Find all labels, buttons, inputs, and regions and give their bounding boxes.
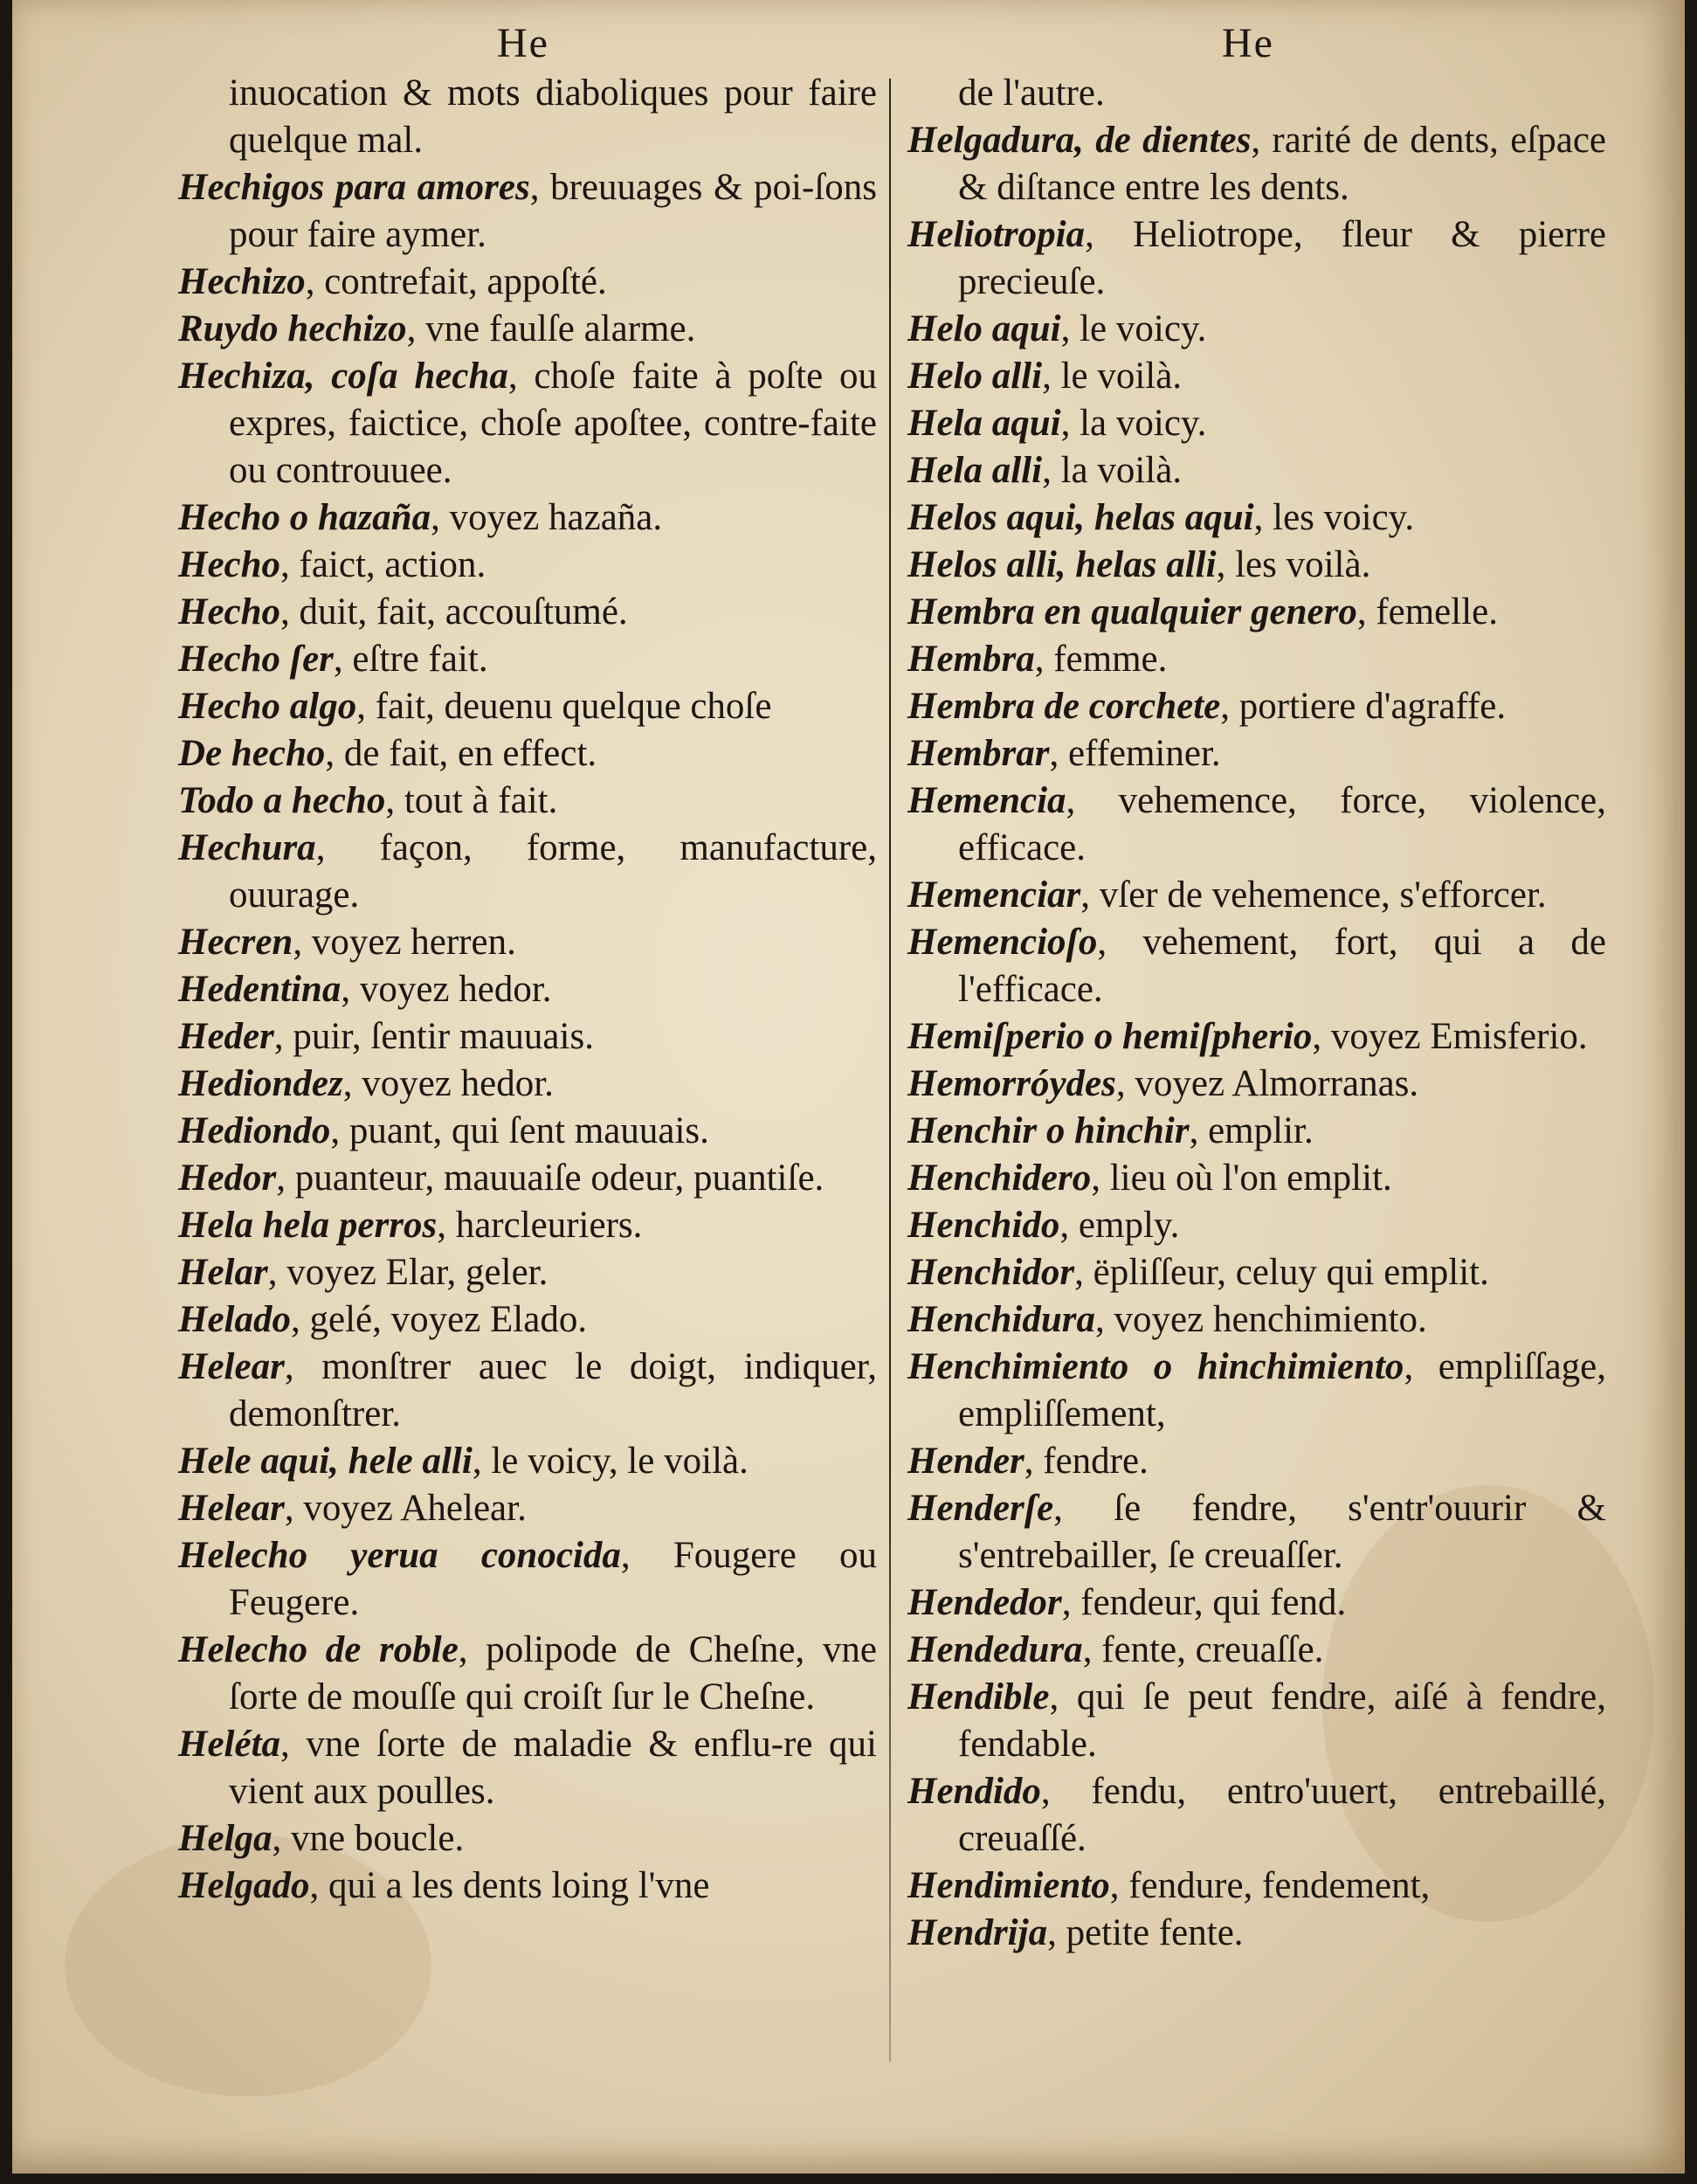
entry-separator: , [325, 733, 335, 774]
entry-definition: puant, qui ſent mauuais. [348, 1110, 709, 1151]
entry-separator: , [1049, 733, 1059, 774]
dictionary-entry [178, 494, 877, 542]
entry-definition: vſer de vehemence, s'efforcer. [1099, 874, 1547, 916]
entry-definition: la voilà. [1060, 450, 1183, 491]
entry-definition: inuocation & mots diaboliques pour faire quelque mal. [229, 73, 877, 161]
dictionary-entry [178, 636, 877, 683]
entry-headword: Helecho yerua conocida [178, 1535, 621, 1576]
dictionary-entry [907, 683, 1606, 730]
entry-separator: , [290, 1299, 300, 1340]
dictionary-entry [907, 1061, 1606, 1108]
entry-definition: voyez Elar, geler. [286, 1252, 548, 1293]
entry-definition: puanteur, mauuaiſe odeur, puantiſe. [294, 1158, 824, 1199]
dictionary-entry [178, 1438, 877, 1485]
entry-definition: le voicy, le voilà. [491, 1441, 748, 1482]
dictionary-entry [907, 1768, 1606, 1863]
entry-definition: ëpliſſeur, celuy qui emplit. [1093, 1252, 1489, 1293]
entry-definition: Fougere ou Feugere. [229, 1535, 878, 1623]
entry-definition: fendeur, qui fend. [1080, 1582, 1347, 1623]
running-head-left: He [497, 20, 549, 66]
dictionary-entry [178, 1627, 877, 1721]
dictionary-entry [178, 542, 877, 589]
entry-separator: , [284, 1346, 294, 1387]
entry-definition: façon, forme, manufacture, ouurage. [229, 827, 877, 916]
entry-separator: , [1080, 874, 1090, 916]
entry-separator: , [1040, 1771, 1051, 1812]
entry-separator: , [1034, 639, 1045, 680]
entry-headword: Helar [178, 1252, 268, 1293]
entry-headword: Heliotropia [907, 214, 1086, 255]
dictionary-entry [907, 353, 1606, 400]
dictionary-entry [907, 872, 1606, 919]
entry-definition: effeminer. [1067, 733, 1221, 774]
entry-separator: , [1253, 497, 1264, 538]
entry-definition: femelle. [1376, 591, 1498, 632]
dictionary-entry [907, 494, 1606, 542]
entry-definition: gelé, voyez Elado. [309, 1299, 588, 1340]
entry-separator: , [529, 167, 540, 208]
entry-separator: , [1066, 780, 1076, 821]
entry-definition: voyez henchimiento. [1114, 1299, 1427, 1340]
entry-headword: Ruydo hechizo [178, 308, 407, 349]
entry-headword: Hender [907, 1441, 1024, 1482]
dictionary-entry [907, 589, 1606, 636]
entry-headword: Hembrar [907, 733, 1050, 774]
entry-definition: voyez herren. [311, 922, 516, 963]
entry-headword: Todo a hecho [178, 780, 386, 821]
dictionary-entry [178, 778, 877, 825]
entry-separator: , [437, 1205, 446, 1246]
entry-definition: breuuages & poi-ſons pour faire aymer. [229, 167, 878, 255]
entry-definition: femme. [1053, 639, 1168, 680]
dictionary-entry [178, 919, 877, 966]
dictionary-entry [907, 778, 1606, 872]
dictionary-entry [178, 683, 877, 730]
entry-headword: Heléta [178, 1724, 281, 1765]
entry-definition: vehemence, force, violence, efficace. [958, 780, 1607, 868]
dictionary-entry [178, 1202, 877, 1249]
entry-headword: Hedentina [178, 969, 341, 1010]
entry-headword: Hecho [178, 591, 281, 632]
entry-definition: de fait, en effect. [343, 733, 597, 774]
dictionary-entry [178, 1155, 877, 1202]
entry-separator: , [305, 261, 315, 302]
entry-headword: Helos aqui, helas aqui [907, 497, 1254, 538]
dictionary-page [12, 0, 1685, 2174]
dictionary-entry [178, 306, 877, 353]
entry-definition: duit, fait, accouſtumé. [299, 591, 628, 632]
entry-headword: Hela hela perros [178, 1205, 438, 1246]
dictionary-entry [178, 1532, 877, 1627]
dictionary-entry [907, 1296, 1606, 1344]
entry-definition: tout à fait. [404, 780, 558, 821]
entry-headword: Hendrija [907, 1912, 1048, 1953]
entry-definition: qui a les dents loing l'vne [328, 1865, 710, 1906]
entry-separator: , [1085, 214, 1094, 255]
entry-definition: voyez hedor. [362, 1063, 554, 1104]
entry-headword: Hechizo [178, 261, 306, 302]
entry-separator: , [1060, 403, 1071, 444]
entry-separator: , [1047, 1912, 1057, 1953]
entry-definition: voyez Ahelear. [303, 1488, 527, 1529]
entry-separator: , [280, 1724, 290, 1765]
entry-separator: , [1060, 308, 1071, 349]
entry-separator: , [1356, 591, 1367, 632]
dictionary-entry [907, 1910, 1606, 1957]
entry-separator: , [1109, 1865, 1120, 1906]
entry-headword: Hendible [907, 1676, 1050, 1717]
entry-separator: , [1042, 450, 1052, 491]
dictionary-entry [178, 589, 877, 636]
dictionary-entry [178, 164, 877, 259]
dictionary-entry [907, 306, 1606, 353]
entry-separator: , [280, 544, 290, 585]
dictionary-entry [907, 542, 1606, 589]
entry-headword: Hechigos para amores [178, 167, 530, 208]
entry-headword: Hemencioſo [907, 922, 1098, 963]
dictionary-entry [178, 1863, 877, 1910]
dictionary-entry [178, 1721, 877, 1815]
entry-headword: Hendedura [907, 1629, 1083, 1670]
entry-separator: , [406, 308, 417, 349]
entry-headword: Hecho o hazaña [178, 497, 431, 538]
dictionary-entry [907, 70, 1606, 117]
entry-definition: emply. [1078, 1205, 1180, 1246]
entry-headword: Helga [178, 1818, 272, 1859]
entry-headword: Henchir o hinchir [907, 1110, 1190, 1151]
entry-headword: Helo alli [907, 356, 1043, 397]
entry-definition: le voicy. [1080, 308, 1207, 349]
entry-definition: choſe faite à poſte ou expres, faictice, choſe apoſtee, contre-faite ou controuuee. [229, 356, 877, 491]
entry-separator: , [315, 827, 326, 868]
entry-headword: Henchido [907, 1205, 1060, 1246]
entry-headword: Hembra de corchete [907, 686, 1221, 727]
entry-headword: Hembra en qualquier genero [907, 591, 1357, 632]
entry-headword: Hembra [907, 639, 1035, 680]
dictionary-entry [907, 1627, 1606, 1674]
dictionary-entry [907, 636, 1606, 683]
dictionary-entry [907, 211, 1606, 306]
dictionary-entry [178, 259, 877, 306]
entry-headword: Hendido [907, 1771, 1041, 1812]
dictionary-entry [907, 1579, 1606, 1627]
dictionary-entry [178, 1013, 877, 1061]
entry-separator: , [1312, 1016, 1322, 1057]
entry-headword: Helo aqui [907, 308, 1061, 349]
entry-headword: Henchidura [907, 1299, 1096, 1340]
entry-separator: , [273, 1016, 284, 1057]
entry-headword: Hela aqui [907, 403, 1061, 444]
dictionary-entry [178, 730, 877, 778]
entry-definition: vne boucle. [290, 1818, 465, 1859]
entry-separator: , [284, 1488, 294, 1529]
entry-headword: Helgado [178, 1865, 310, 1906]
entry-separator: , [330, 1110, 341, 1151]
entry-headword: Helos alli, helas alli [907, 544, 1217, 585]
entry-headword: Helear [178, 1346, 285, 1387]
entry-separator: , [276, 1158, 286, 1199]
entry-definition: Heliotrope, fleur & pierre precieuſe. [958, 214, 1606, 302]
entry-separator: , [507, 356, 518, 397]
dictionary-entry [907, 1438, 1606, 1485]
entry-separator: , [1074, 1252, 1084, 1293]
entry-separator: , [620, 1535, 631, 1576]
entry-definition: de l'autre. [958, 73, 1105, 114]
dictionary-entry [178, 1249, 877, 1296]
entry-headword: Henchimiento o hinchimiento [907, 1346, 1404, 1387]
entry-headword: Hediondo [178, 1110, 331, 1151]
entry-headword: Helear [178, 1488, 285, 1529]
entry-separator: , [341, 969, 351, 1010]
entry-separator: , [356, 686, 366, 727]
entry-definition: harcleuriers. [455, 1205, 643, 1246]
dictionary-entry [907, 1344, 1606, 1438]
entry-headword: Hecho ſer [178, 639, 334, 680]
entry-definition: ſe fendre, s'entr'ouurir & s'entrebailler, ſe creuaſſer. [958, 1488, 1606, 1576]
dictionary-entry [178, 966, 877, 1013]
entry-separator: , [293, 922, 303, 963]
entry-headword: Heder [178, 1016, 274, 1057]
left-column [178, 70, 877, 1910]
entry-definition: voyez Almorranas. [1135, 1063, 1419, 1104]
dictionary-entry [907, 117, 1606, 211]
entry-separator: , [1091, 1158, 1100, 1199]
entry-headword: Hendimiento [907, 1865, 1110, 1906]
entry-definition: eſtre fait. [352, 639, 488, 680]
entry-headword: Henchidor [907, 1252, 1075, 1293]
column-rule [889, 79, 891, 2062]
entry-headword: Hecho [178, 544, 281, 585]
dictionary-entry [178, 1815, 877, 1863]
entry-headword: De hecho [178, 733, 326, 774]
dictionary-entry [178, 825, 877, 919]
entry-definition: fendre. [1043, 1441, 1149, 1482]
entry-definition: fente, creuaſſe. [1101, 1629, 1324, 1670]
entry-definition: vne faulſe alarme. [425, 308, 696, 349]
entry-headword: Hela alli [907, 450, 1043, 491]
entry-definition: fendure, fendement, [1128, 1865, 1431, 1906]
dictionary-entry [178, 353, 877, 494]
dictionary-entry [907, 1249, 1606, 1296]
entry-headword: Hemenciar [907, 874, 1081, 916]
entry-separator: , [267, 1252, 278, 1293]
entry-headword: Hele aqui, hele alli [178, 1441, 473, 1482]
entry-separator: , [472, 1441, 482, 1482]
entry-headword: Hechura [178, 827, 316, 868]
entry-definition: contrefait, appoſté. [324, 261, 607, 302]
entry-headword: Hediondez [178, 1063, 343, 1104]
entry-headword: Hemorróydes [907, 1063, 1116, 1104]
entry-definition: vehement, fort, qui a de l'efficace. [958, 922, 1606, 1010]
dictionary-entry [178, 70, 877, 164]
entry-headword: Helecho de roble [178, 1629, 459, 1670]
entry-headword: Hecren [178, 922, 293, 963]
entry-definition: polipode de Cheſne, vne ſorte de mouſſe qui croiſt ſur le Cheſne. [229, 1629, 877, 1717]
entry-definition: voyez Emisferio. [1330, 1016, 1588, 1057]
entry-separator: , [1061, 1582, 1072, 1623]
entry-separator: , [309, 1865, 320, 1906]
dictionary-entry [907, 1013, 1606, 1061]
entry-separator: , [431, 497, 440, 538]
entry-definition: voyez hedor. [359, 969, 552, 1010]
entry-definition: lieu où l'on emplit. [1109, 1158, 1392, 1199]
entry-definition: les voicy. [1273, 497, 1415, 538]
dictionary-entry [907, 1202, 1606, 1249]
entry-headword: Henchidero [907, 1158, 1092, 1199]
dictionary-entry [907, 1674, 1606, 1768]
entry-definition: puir, ſentir mauuais. [293, 1016, 594, 1057]
entry-headword: Hedor [178, 1158, 277, 1199]
entry-headword: Hendedor [907, 1582, 1062, 1623]
entry-separator: , [1082, 1629, 1093, 1670]
entry-separator: , [280, 591, 290, 632]
entry-definition: voyez hazaña. [449, 497, 663, 538]
entry-separator: , [342, 1063, 353, 1104]
dictionary-entry [907, 1155, 1606, 1202]
entry-definition: empliſſage, empliſſement, [958, 1346, 1607, 1434]
right-column [907, 70, 1606, 1957]
entry-definition: les voilà. [1235, 544, 1371, 585]
dictionary-entry [178, 1485, 877, 1532]
dictionary-entry [178, 1108, 877, 1155]
dictionary-entry [178, 1061, 877, 1108]
entry-separator: , [1216, 544, 1226, 585]
entry-headword: Hecho algo [178, 686, 357, 727]
entry-separator: , [1042, 356, 1052, 397]
dictionary-entry [907, 730, 1606, 778]
entry-definition: vne ſorte de maladie & enflu-re qui vient aux poulles. [229, 1724, 877, 1812]
entry-separator: , [1115, 1063, 1126, 1104]
entry-separator: , [333, 639, 343, 680]
entry-separator: , [1404, 1346, 1414, 1387]
entry-definition: monſtrer auec le doigt, indiquer, demonſtrer. [229, 1346, 877, 1434]
entry-definition: fendu, entro'uuert, entrebaillé, creuaſſé. [958, 1771, 1606, 1859]
entry-definition: le voilà. [1060, 356, 1183, 397]
entry-definition: faict, action. [299, 544, 486, 585]
dictionary-entry [907, 400, 1606, 447]
entry-separator: , [1251, 120, 1261, 161]
entry-separator: , [458, 1629, 468, 1670]
entry-separator: , [1049, 1676, 1059, 1717]
entry-headword: Hemencia [907, 780, 1066, 821]
dictionary-entry [907, 447, 1606, 494]
dictionary-entry [907, 1485, 1606, 1579]
entry-separator: , [1024, 1441, 1034, 1482]
entry-separator: , [272, 1818, 282, 1859]
entry-definition: fait, deuenu quelque choſe [375, 686, 772, 727]
entry-definition: qui ſe peut fendre, aiſé à fendre, fendable. [958, 1676, 1607, 1765]
entry-definition: la voicy. [1080, 403, 1207, 444]
dictionary-entry [907, 1863, 1606, 1910]
entry-definition: petite fente. [1066, 1912, 1244, 1953]
entry-headword: Henderſe [907, 1488, 1054, 1529]
entry-separator: , [1220, 686, 1230, 727]
entry-separator: , [385, 780, 396, 821]
entry-separator: , [1059, 1205, 1070, 1246]
entry-headword: Hechiza, coſa hecha [178, 356, 508, 397]
entry-headword: Hemiſperio o hemiſpherio [907, 1016, 1313, 1057]
dictionary-entry [907, 919, 1606, 1013]
entry-headword: Helado [178, 1299, 291, 1340]
entry-headword: Helgadura, de dientes [907, 120, 1252, 161]
entry-separator: , [1189, 1110, 1199, 1151]
dictionary-entry [907, 1108, 1606, 1155]
entry-separator: , [1053, 1488, 1063, 1529]
dictionary-entry [178, 1344, 877, 1438]
dictionary-entry [178, 1296, 877, 1344]
entry-separator: , [1095, 1299, 1105, 1340]
running-head-right: He [1222, 20, 1274, 66]
entry-definition: emplir. [1208, 1110, 1314, 1151]
entry-separator: , [1097, 922, 1107, 963]
entry-definition: rarité de dents, eſpace & diſtance entre les dents. [958, 120, 1606, 208]
entry-definition: portiere d'agraffe. [1238, 686, 1507, 727]
